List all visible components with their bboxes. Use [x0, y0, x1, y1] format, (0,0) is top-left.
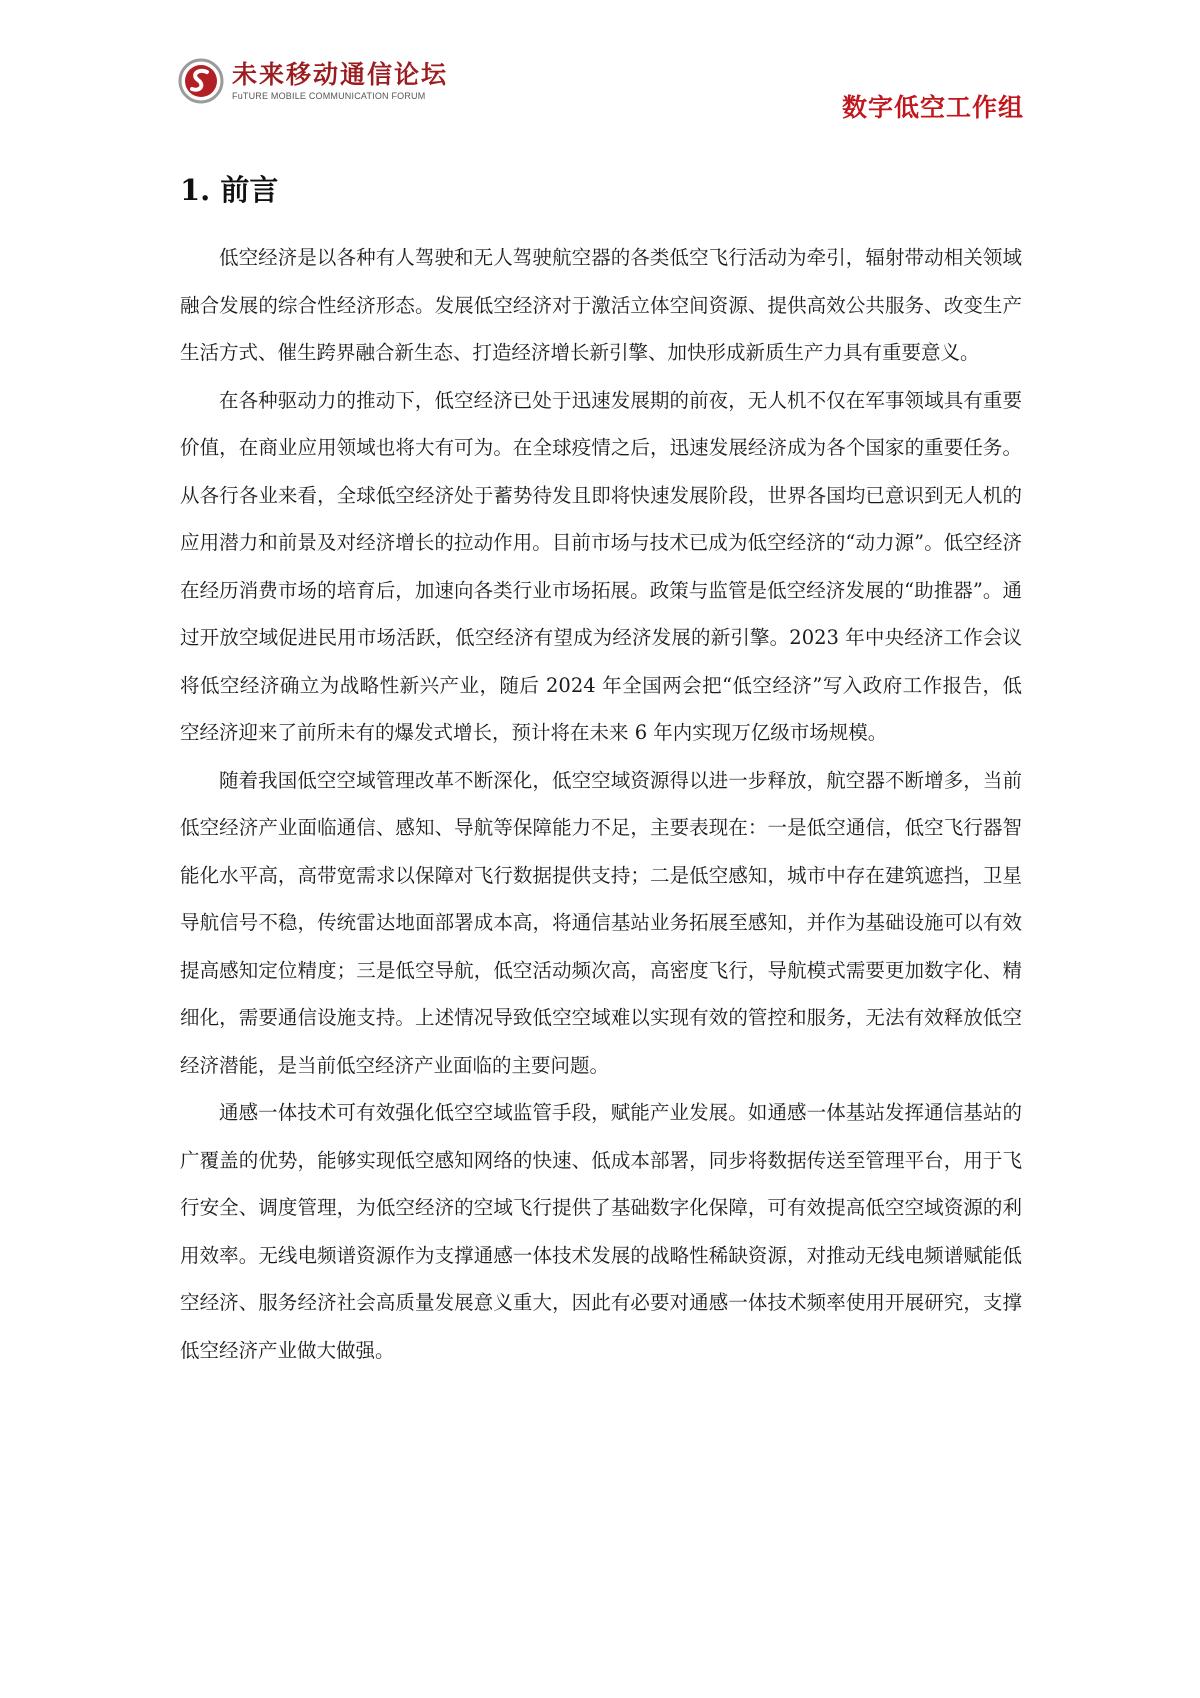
paragraph-3: 随着我国低空空域管理改革不断深化，低空空域资源得以进一步释放，航空器不断增多，当前低空经济产业面临通信、感知、导航等保障能力不足，主要表现在：一是低空通信，低空飞行器智能化水平高，高带宽需求以保障对飞行数据提供支持；二是低空感知，城市中存在建筑遮挡，卫星导航信号不稳，传统雷达地面部署成本高，将通信基站业务拓展至感知，并作为基础设施可以有效提高感知定位精度；三是低空导航，低空活动频次高，高密度飞行，导航模式需要更加数字化、精细化，需要通信设施支持。上述情况导致低空空域难以实现有效的管控和服务，无法有效释放低空经济潜能，是当前低空经济产业面临的主要问题。: [180, 768, 1022, 1077]
logo-text: [232, 60, 448, 102]
page-header: [178, 58, 1024, 128]
section-title: 1. 前言: [180, 173, 279, 207]
body-text: [180, 234, 1022, 1374]
forum-logo-icon: [178, 58, 224, 104]
forum-logo: [178, 58, 448, 104]
paragraph-1: 低空经济是以各种有人驾驶和无人驾驶航空器的各类低空飞行活动为牵引，辐射带动相关领域融合发展的综合性经济形态。发展低空经济对于激活立体空间资源、提供高效公共服务、改变生产生活方式、催生跨界融合新生态、打造经济增长新引擎、加快形成新质生产力具有重要意义。: [180, 246, 1022, 364]
logo-english-name: FuTURE MOBILE COMMUNICATION FORUM: [232, 91, 426, 101]
paragraph-4: 通感一体技术可有效强化低空空域监管手段，赋能产业发展。如通感一体基站发挥通信基站的广覆盖的优势，能够实现低空感知网络的快速、低成本部署，同步将数据传送至管理平台，用于飞行安全、调度管理，为低空经济的空域飞行提供了基础数字化保障，可有效提高低空空域资源的利用效率。无线电频谱资源作为支撑通感一体技术发展的战略性稀缺资源，对推动无线电频谱赋能低空经济、服务经济社会高质量发展意义重大，因此有必要对通感一体技术频率使用开展研究，支撑低空经济产业做大做强。: [180, 1101, 1022, 1362]
paragraph-2: 在各种驱动力的推动下，低空经济已处于迅速发展期的前夜，无人机不仅在军事领域具有重要价值，在商业应用领域也将大有可为。在全球疫情之后，迅速发展经济成为各个国家的重要任务。从各行各业来看，全球低空经济处于蓄势待发且即将快速发展阶段，世界各国均已意识到无人机的应用潜力和前景及对经济增长的拉动作用。目前市场与技术已成为低空经济的“动力源”。低空经济在经历消费市场的培育后，加速向各类行业市场拓展。政策与监管是低空经济发展的“助推器”。通过开放空域促进民用市场活跃，低空经济有望成为经济发展的新引擎。2023 年中央经济工作会议将低空经济确立为战略性新兴产业，随后 2024 年全国两会把“低空经济”写入政府工作报告，低空经济迎来了前所未有的爆发式增长，预计将在未来 6 年内实现万亿级市场规模。: [180, 388, 1022, 744]
working-group-name: 数字低空工作组: [841, 93, 1024, 122]
logo-chinese-name: 未来移动通信论坛: [232, 60, 449, 89]
